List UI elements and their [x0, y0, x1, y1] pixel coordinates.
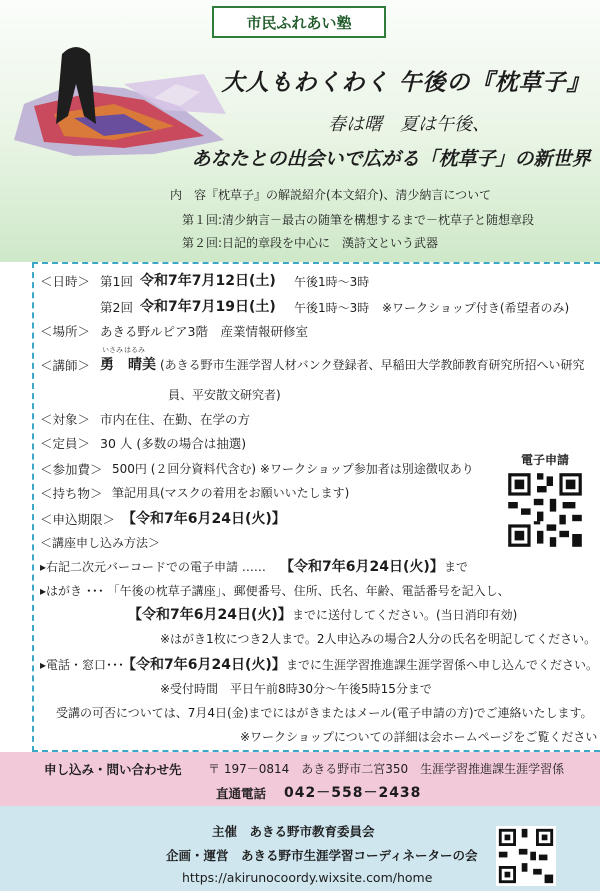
method-3-date: 【令和7年6月24日(火)】	[122, 657, 286, 673]
website-link[interactable]: https://akirunocoordy.wixsite.com/home	[182, 870, 433, 885]
e-application-qr-code[interactable]	[505, 470, 585, 550]
items-value: 筆記用具(マスクの着用をお願いいたします)	[112, 486, 350, 500]
place-label: ＜場所＞	[40, 324, 91, 339]
method-2-text: ▸はがき ･･･ 「午後の枕草子講座」、郵便番号、住所、氏名、年齢、電話番号を記入し、	[40, 584, 510, 598]
target-value: 市内在住、在勤、在学の方	[100, 412, 251, 427]
content-summary: 内 容『枕草子』の解説紹介(本文紹介)、清少納言について	[170, 188, 492, 202]
method-3-note: ※受付時間 平日午前8時30分～午後5時15分まで	[160, 682, 432, 696]
contact-label: 申し込み・問い合わせ先	[44, 762, 182, 777]
method-2-suffix: までに送付してください。(当日消印有効)	[292, 608, 518, 622]
phone-label: 直通電話	[216, 786, 267, 801]
content-session-1: 第１回:清少納言－最古の随筆を構想するまで－枕草子と随想章段	[182, 213, 535, 227]
session-1-number: 第1回	[100, 274, 133, 289]
date-label: ＜日時＞	[40, 274, 91, 289]
host-text: 主催 あきる野市教育委員会	[212, 824, 375, 839]
lecturer-name: 勇 晴美	[100, 357, 156, 373]
e-application-label: 電子申請	[521, 453, 570, 467]
content-session-2: 第２回:日記的章段を中心に 漢詩文という武器	[182, 236, 439, 250]
method-1-date: 【令和7年6月24日(火)】	[280, 559, 444, 575]
deadline-value: 【令和7年6月24日(火)】	[122, 511, 286, 527]
session-2-number: 第2回	[100, 300, 133, 315]
method-2-date: 【令和7年6月24日(火)】	[128, 607, 292, 623]
method-3-text: ▸電話・窓口･･･	[40, 658, 125, 672]
method-label: ＜講座申し込み方法＞	[40, 536, 161, 550]
method-1-suffix: まで	[444, 560, 469, 574]
session-1-date: 令和7年7月12日(土)	[140, 273, 276, 289]
session-2-time: 午後1時～3時	[294, 301, 370, 315]
event-subtitle-2: あなたとの出会いで広がる「枕草子」の新世界	[191, 148, 591, 170]
program-badge: 市民ふれあい塾	[212, 6, 386, 38]
fee-value: 500円 (２回分資料代含む) ※ワークショップ参加者は別途徴収あり	[112, 462, 474, 476]
operation-text: 企画・運営 あきる野市生涯学習コーディネーターの会	[166, 848, 478, 863]
lecturer-ruby-surname: いさみ	[102, 346, 123, 354]
lecturer-label: ＜講師＞	[40, 358, 91, 373]
workshop-note: ※ワークショップについての詳細は会ホームページをご覧ください	[240, 730, 598, 744]
capacity-label: ＜定員＞	[40, 436, 91, 451]
lecturer-description-1: (あきる野市生涯学習人材バンク登録者、早稲田大学教師教育研究所招へい研究	[160, 358, 585, 372]
place-value: あきる野ルピア3階 産業情報研修室	[100, 324, 308, 339]
contact-address: 〒 197－0814 あきる野市二宮350 生涯学習推進課生涯学習係	[208, 762, 565, 776]
lecturer-ruby-given: はるみ	[124, 346, 145, 354]
fee-label: ＜参加費＞	[40, 462, 103, 477]
result-note: 受講の可否については、7月4日(金)までにはがきまたはメール(電子申請の方)でご連絡いたします。	[56, 706, 593, 720]
method-3-suffix: までに生涯学習推進課生涯学習係へ申し込んでください。	[286, 658, 599, 672]
phone-number[interactable]: 042－558－2438	[284, 785, 422, 801]
website-qr-code[interactable]	[496, 826, 556, 886]
method-1-text: ▸右記二次元バーコードでの電子申請 ……	[40, 560, 266, 574]
event-subtitle-1: 春は曙 夏は午後、	[328, 114, 490, 135]
capacity-value: 30 人 (多数の場合は抽選)	[100, 436, 247, 451]
items-label: ＜持ち物＞	[40, 486, 103, 501]
method-2-note: ※はがき1枚につき2人まで。2人申込みの場合2人分の氏名を明記してください。	[160, 632, 597, 646]
target-label: ＜対象＞	[40, 412, 91, 427]
lecturer-description-2: 員、平安散文研究者)	[168, 388, 281, 402]
session-2-date: 令和7年7月19日(土)	[140, 299, 276, 315]
deadline-label: ＜申込期限＞	[40, 512, 116, 527]
session-2-note: ※ワークショップ付き(希望者のみ)	[382, 301, 570, 315]
session-1-time: 午後1時～3時	[294, 275, 370, 289]
event-title: 大人もわくわく 午後の『枕草子』	[221, 69, 591, 96]
